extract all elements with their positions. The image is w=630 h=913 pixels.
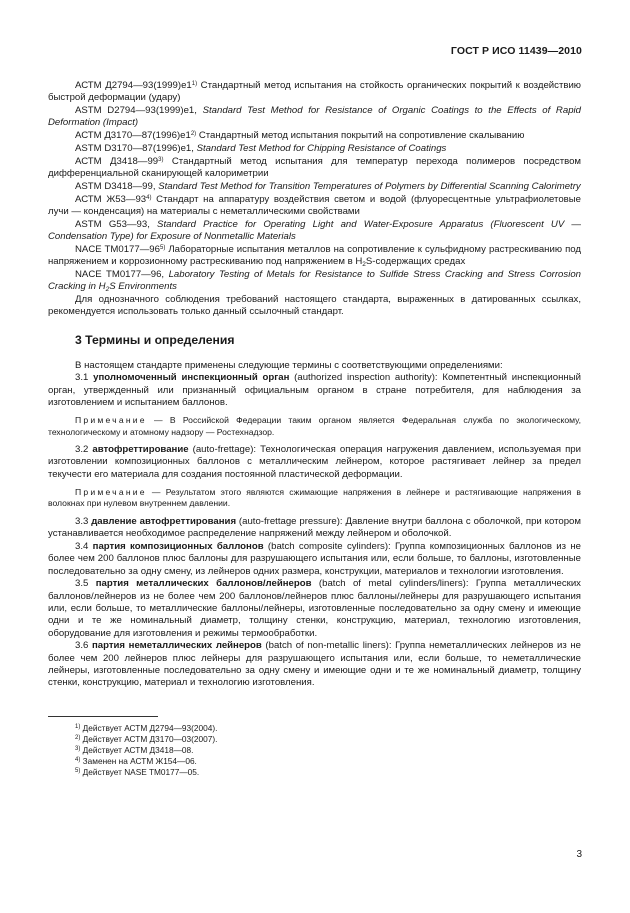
page-number: 3	[576, 849, 582, 860]
footnote-mark: 4)	[146, 194, 152, 201]
ref-ru-nace: NACE TM0177—96$^{5)}$ Лабораторные испытания металлов на сопротивление к сульфидному растрескиванию под напряжением и коррозионному растрескиванию под напряжением в $H_2S$-содержащих средах	[48, 243, 581, 269]
term-3-6: 3.6 партия неметаллических лейнеров (batch of non-metallic liners): Группа неметаллических лейнеров из не более чем 200 лейнеров плюс лейнеры для разрушающего испытания или, если больше, то неметаллические лейнеры, изготовленные последовательно за одну смену и имеющие одни и те же номинальный диаметр, толщину стенки, конструкцию, материал и технологию изготовления.	[48, 640, 581, 689]
footnote-mark: 5)	[159, 244, 166, 251]
term-3-1: 3.1 уполномоченный инспекционный орган (authorized inspection authority): Компетентный инспекционный орган, утвержденный или признанный официальным органом в стране потребителя, для наблюдения за изготовлением и испытанием баллонов.	[48, 372, 581, 409]
footnote-mark: 2)	[190, 131, 197, 138]
footnote-mark: 1)	[191, 81, 198, 87]
note-3-1: Примечание — В Российской Федерации таким органом является Федеральная служба по экологическому, технологическому и атомному надзору — Ростехнадзор.	[48, 415, 581, 437]
footnote-3: $^{3)}$ Действует АСТМ Д3418—08.	[75, 744, 194, 755]
footnote-5: $^{5)}$ Действует NASE TM0177—05.	[75, 767, 200, 778]
ref-ru-1: АСТМ Д2794—93(1999)е1$^{1)}$ Стандартный метод испытания на стойкость органических покрытий к воздействию быстрой деформации (удару)	[48, 80, 582, 104]
footnote-1: $^{1)}$ Действует АСТМ Д2794—93(2004).	[75, 722, 218, 733]
document-id-header: ГОСТ Р ИСО 11439—2010	[450, 45, 582, 57]
ref-en-1: ASTM D2794—93(1999)е1, Standard Test Method for Resistance of Organic Coatings to the Effects of Rapid Deformation (Impact)	[48, 105, 581, 129]
footnote-mark: 3)	[158, 156, 164, 163]
term-3-3: 3.3 давление автофреттирования (auto-frettage pressure): Давление внутри баллона с оболочкой, при котором устанавливается необходимое распределение напряжений между лейнером и оболочкой.	[48, 515, 581, 540]
section-3-heading: 3 Термины и определения	[75, 332, 235, 347]
dated-reference-note: Для однозначного соблюдения требований настоящего стандарта, выраженных в датированных ссылках, рекомендуется использовать только данный ссылочный стандарт.	[48, 294, 581, 318]
footnote-4: $^{4)}$ Заменен на АСТМ Ж154—06.	[75, 756, 197, 767]
ref-ru-3: АСТМ Д3418—99$^{3)}$ Стандартный метод испытания для температур перехода полимеров посредством дифференциальной сканирующей калориметрии	[48, 155, 582, 180]
footnote-separator	[48, 716, 158, 717]
ref-en-3: ASTM D3418—99, Standard Test Method for Transition Temperatures of Polymers by Differential Scanning Calorimetry	[75, 180, 581, 192]
ref-en-4: ASTM G53—93, Standard Practice for Operating Light and Water-Exposure Apparatus (Fluorescent UV — Condensation Type) for Exposure of Nonmetallic Materials	[48, 218, 582, 243]
ref-ru-2: АСТМ Д3170—87(1996)е1$^{2)}$ Стандартный метод испытания покрытий на сопротивление скалыванию	[75, 130, 525, 142]
document-body	[48, 80, 581, 779]
note-3-2: Примечание — Результатом этого являются сжимающие напряжения в лейнере и растягивающие напряжения в волокнах при нулевом внутреннем давлении.	[48, 487, 581, 509]
ref-ru-4: АСТМ Ж53—93$^{4)}$ Стандарт на аппаратуру воздействия светом и водой (флуоресцентные ультрафиолетовые лучи — конденсация) на материалы с неметаллическими свойствами	[48, 193, 582, 217]
ref-en-nace: NACE TM0177—96, Laboratory Testing of Metals for Resistance to Sulfide Stress Cracking and Stress Corrosion Cracking in $H_2S$ Environments	[48, 268, 581, 294]
footnote-2: $^{2)}$ Действует АСТМ Д3170—03(2007).	[75, 733, 218, 744]
ref-en-2: ASTM D3170—87(1996)е1, Standard Test Method for Chipping Resistance of Coatings	[75, 142, 447, 154]
term-3-5: 3.5 партия металлических баллонов/лейнеров (batch of metal cylinders/liners): Группа металлических баллонов/лейнеров из не более чем 200 баллонов/лейнеров плюс баллоны/лейнеры для разрушающего испытания или, если больше, то металлические баллоны/лейнеры, изготовленные последовательно за одну смену и имеющие одни и те же номинальный диаметр, толщину стенки, конструкцию, материал, технологию изготовления, оборудование для изготовления и режимы термообработки.	[48, 578, 581, 639]
term-3-2: 3.2 автофреттирование (auto-frettage): Технологическая операция нагружения давлением, используемая при изготовлении композиционных баллонов с металлическим лейнером, которое растягивает лейнер за предел текучести его материала для создания постоянной пластической деформации.	[48, 444, 581, 480]
term-3-4: 3.4 партия композиционных баллонов (batch composite cylinders): Группа композиционных баллонов из не более чем 200 баллонов плюс баллоны для разрушающего испытания или, если больше, то баллоны, изготовленные последовательно за одну смену, из лейнеров одних размера, конструкции, материалов и технологии изготовления.	[48, 540, 581, 577]
section-3-intro: В настоящем стандарте применены следующие термины с соответствующими определениями:	[75, 359, 503, 371]
